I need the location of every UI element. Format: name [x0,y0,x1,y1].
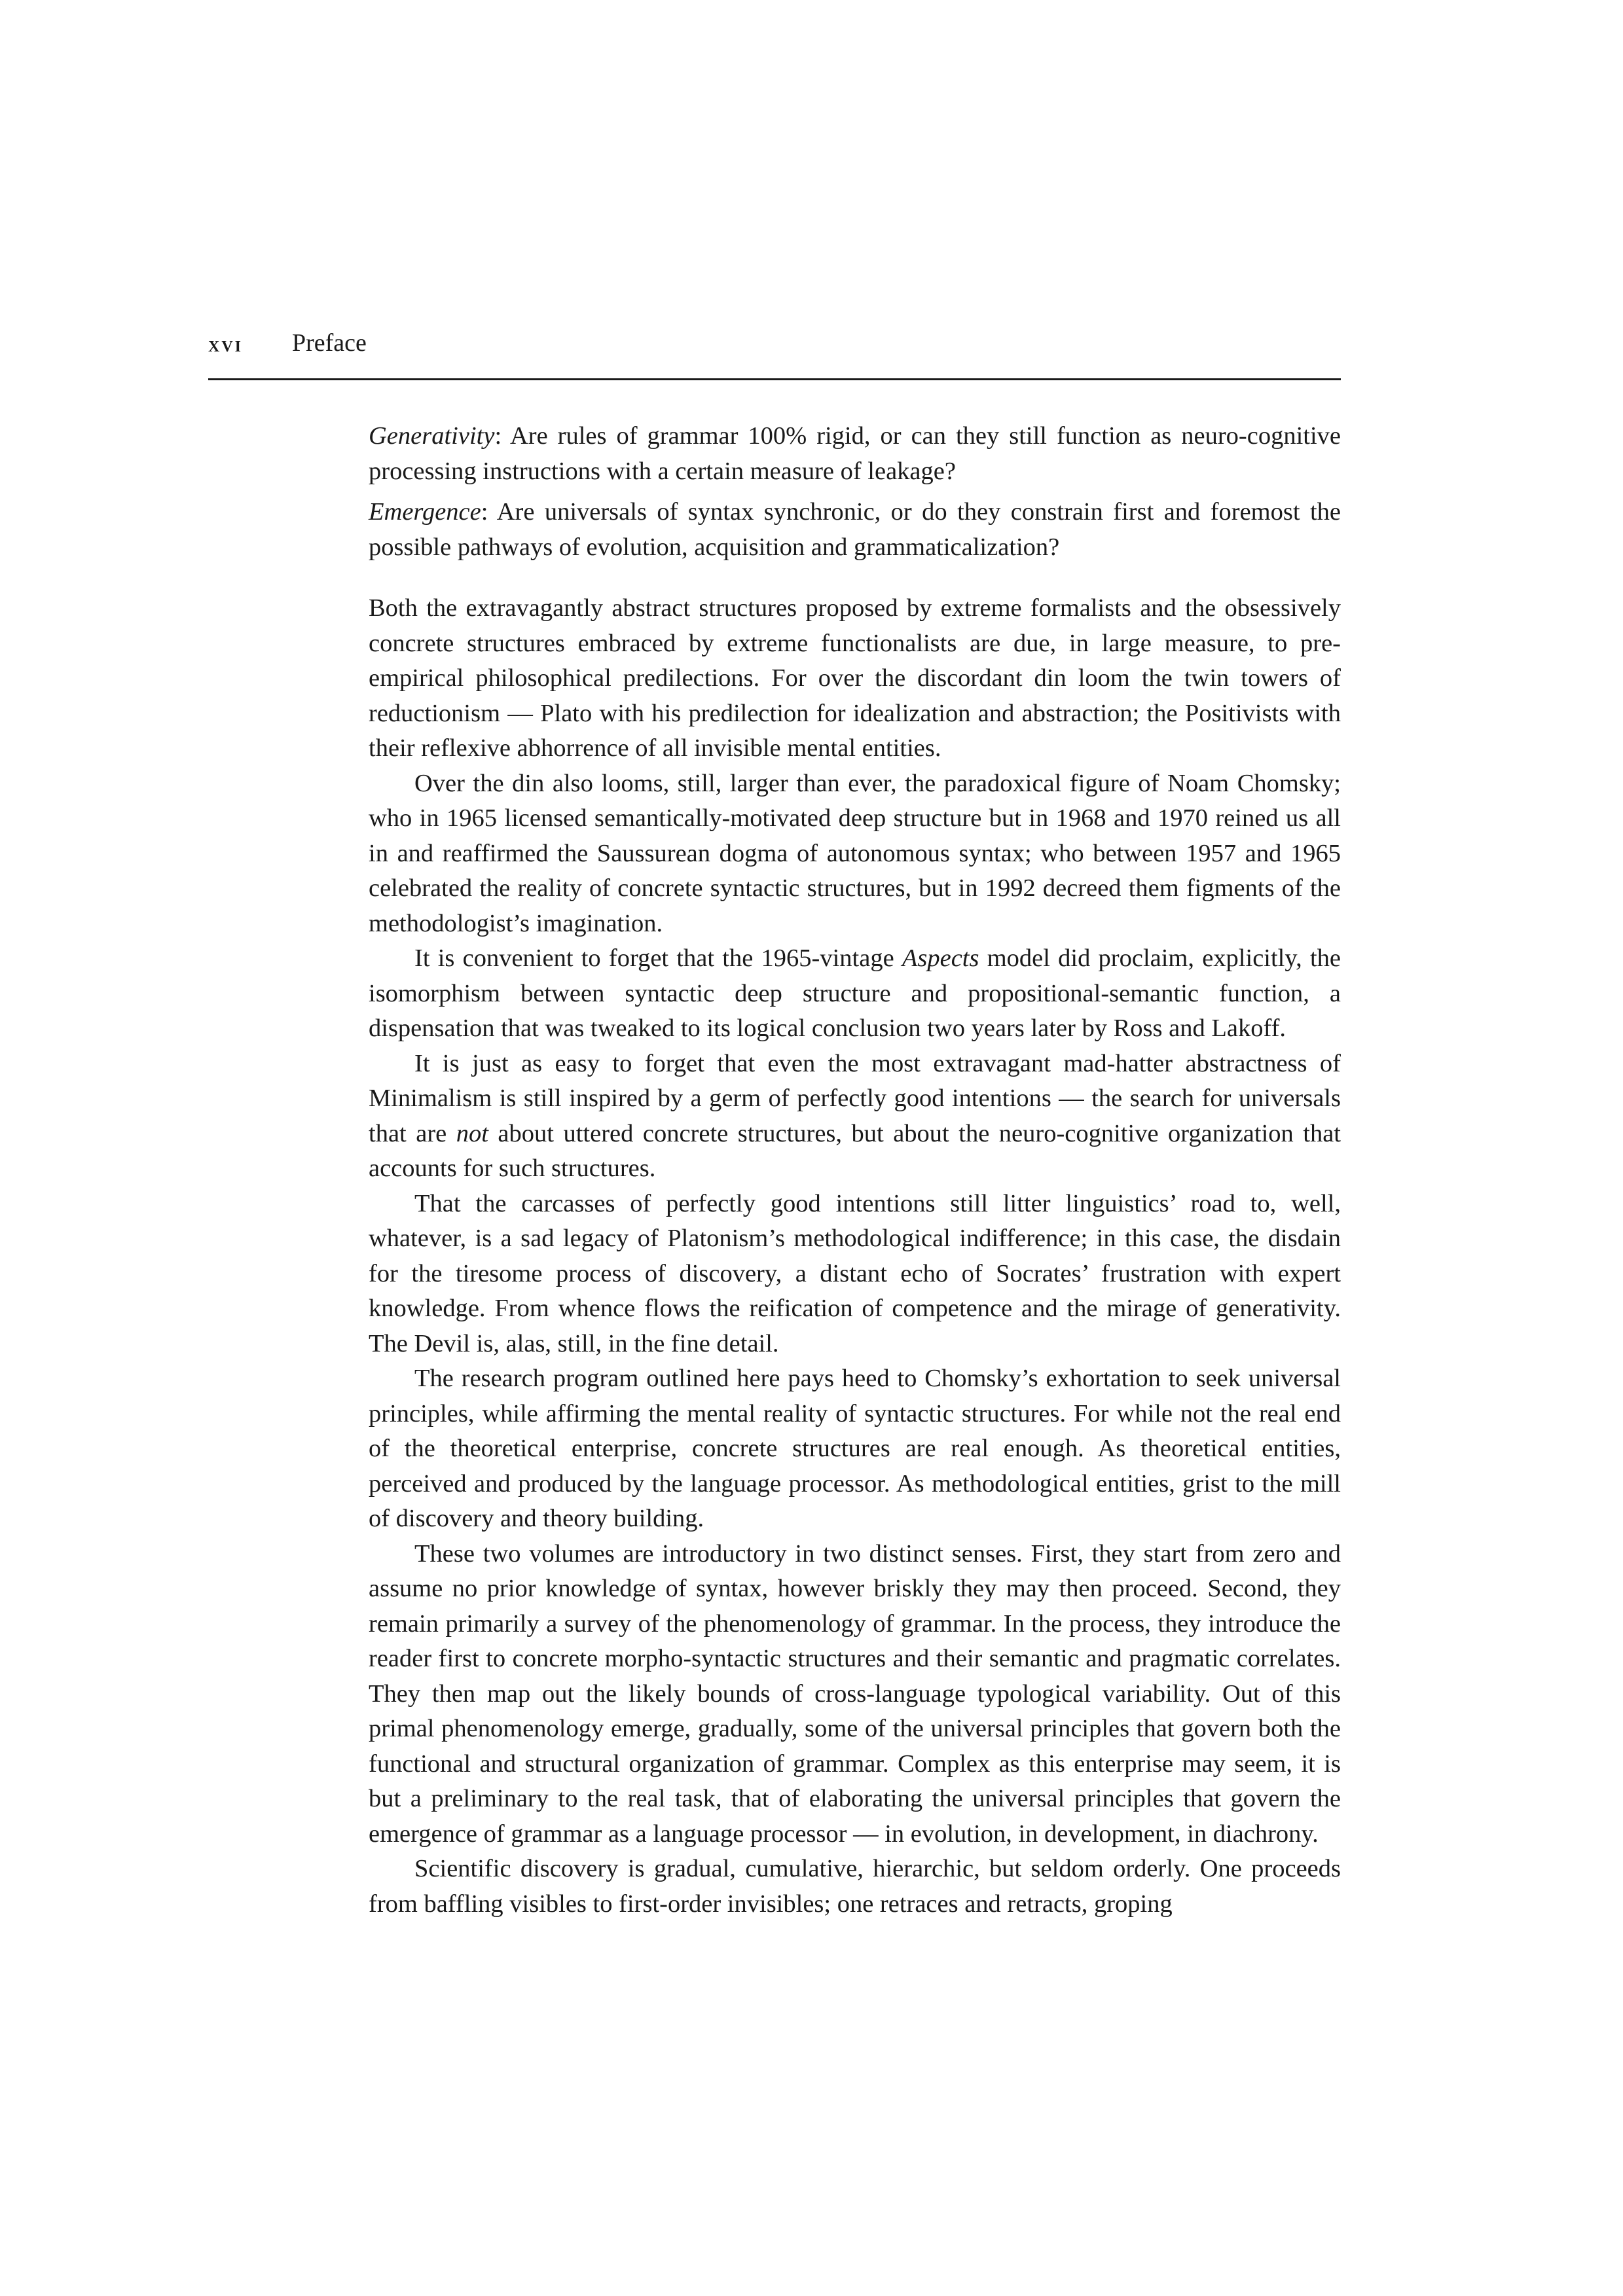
paragraph-6: The research program outlined here pays heed to Chomsky’s exhortation to seek universal principles, while affirming the mental reality of syntactic structures. For while not the real end of the theoretical enterprise, concrete structures are real enough. As theoretical entities, perceived and produced by the language processor. As methodological entities, grist to the mill of discovery and theory building. [369,1365,1341,1532]
body-text [369,419,1341,1922]
paragraph-5: That the carcasses of perfectly good intentions still litter linguistics’ road to, well, whatever, is a sad legacy of Platonism’s methodological indifference; in this case, the disdain for the tiresome process of discovery, a distant echo of Socrates’ frustration with expert knowledge. From whence flows the reification of competence and the mirage of generativity. The Devil is, alas, still, in the fine detail. [369,1189,1341,1357]
definition-term: Emergence [369,498,481,526]
paragraph-4 [369,1047,1341,1187]
definition-generativity [369,419,1341,489]
definition-text: : Are rules of grammar 100% rigid, or can they still function as neuro-cognitive processing instructions with a certain measure of leakage? [369,422,1341,485]
paragraph-8: Scientific discovery is gradual, cumulative, hierarchic, but seldom orderly. One proceeds from baffling visibles to first-order invisibles; one retraces and retracts, groping [369,1855,1341,1918]
paragraph-4-emphasis: not [456,1119,488,1147]
paragraph-1: Both the extravagantly abstract structures proposed by extreme formalists and the obsessively concrete structures embraced by extreme functionalists are due, in large measure, to pre-empirical philosophical predilections. For over the discordant din loom the twin towers of reductionism — Plato with his predilection for idealization and abstraction; the Positivists with their reflexive abhorrence of all invisible mental entities. [369,594,1341,762]
running-head [208,329,1341,380]
paragraph-3 [369,941,1341,1047]
definition-emergence [369,495,1341,565]
paragraph-4-text-cont: about uttered concrete structures, but about the neuro-cognitive organization that accounts for such structures. [369,1119,1341,1182]
definition-text: : Are universals of syntax synchronic, or do they constrain first and foremost the possible pathways of evolution, acquisition and grammaticalization? [369,498,1341,561]
section-title: Preface [292,329,367,357]
page-number: xvi [208,332,244,357]
paragraph-7: These two volumes are introductory in two distinct senses. First, they start from zero and assume no prior knowledge of syntax, however briskly they may then proceed. Second, they remain primarily a survey of the phenomenology of grammar. In the process, they introduce the reader first to concrete morpho-syntactic structures and their semantic and pragmatic correlates. They then map out the likely bounds of cross-language typological variability. Out of this primal phenomenology emerge, gradually, some of the universal principles that govern both the functional and structural organization of grammar. Complex as this enterprise may seem, it is but a preliminary to the real task, that of elaborating the universal principles that govern the emergence of grammar as a language processor — in evolution, in development, in diachrony. [369,1539,1341,1848]
paragraph-4-text: It is just as easy to forget that even the most extravagant mad-hatter abstractness of Minimalism is still inspired by a germ of perfectly good intentions — the search for universals that are [369,1049,1341,1147]
paragraph-3-text: It is convenient to forget that the 1965-vintage [414,944,902,972]
definition-term: Generativity [369,422,495,450]
definition-list [369,419,1341,565]
paragraph-2: Over the din also looms, still, larger than ever, the paradoxical figure of Noam Chomsky; who in 1965 licensed semantically-motivated deep structure but in 1968 and 1970 reined us all in and reaffirmed the Saussurean dogma of autonomous syntax; who between 1957 and 1965 celebrated the reality of concrete syntactic structures, but in 1992 decreed them figments of the methodologist’s imagination. [369,769,1341,937]
paragraph-3-text-cont: model did proclaim, explicitly, the isomorphism between syntactic deep structure and propositional-semantic function, a dispensation that was tweaked to its logical conclusion two years later by Ross and Lakoff. [369,944,1341,1042]
paragraph-3-emphasis: Aspects [902,944,979,972]
